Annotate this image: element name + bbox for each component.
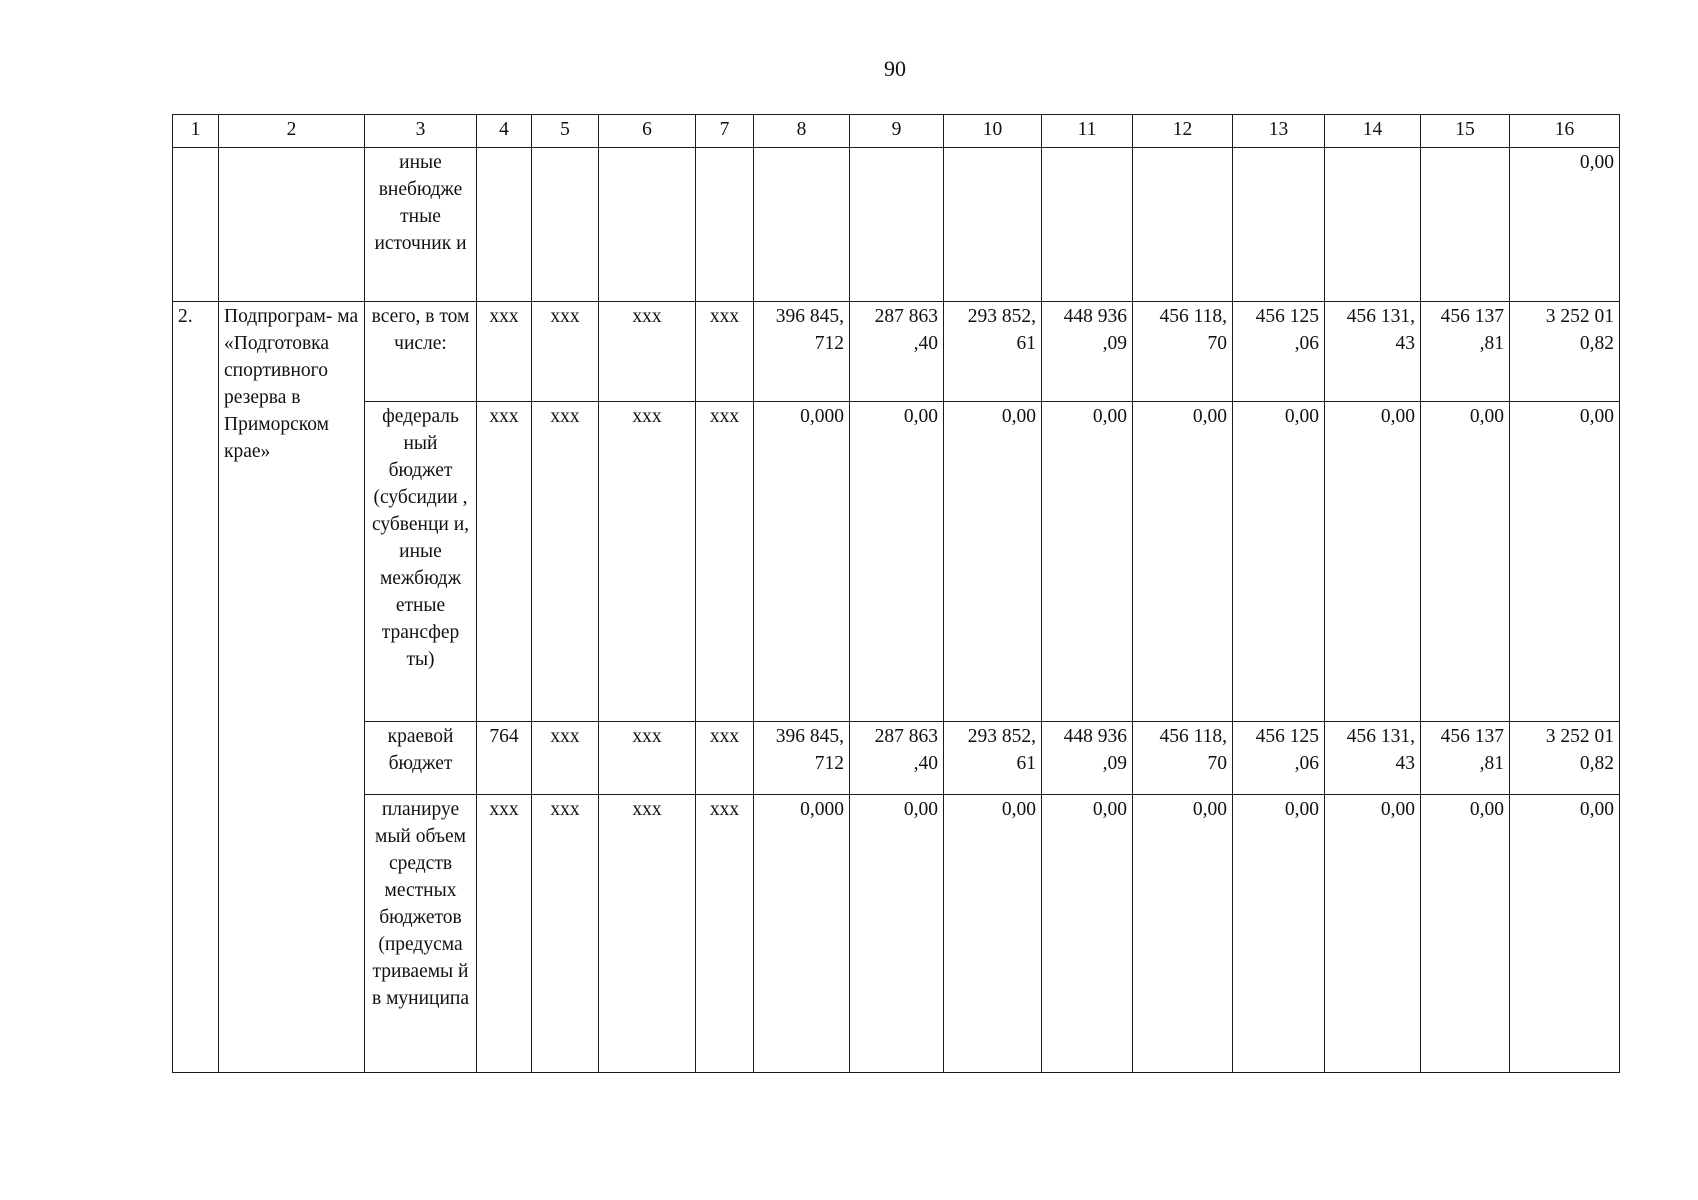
funding-source-cell: краевой бюджет xyxy=(365,722,477,795)
amount-cell: 0,000 xyxy=(754,795,850,1073)
column-header: 7 xyxy=(696,115,754,148)
amount-cell xyxy=(1421,148,1510,302)
column-header: 14 xyxy=(1325,115,1421,148)
amount-cell xyxy=(850,148,944,302)
column-header: 3 xyxy=(365,115,477,148)
code-cell: ххх xyxy=(696,302,754,402)
amount-cell xyxy=(1325,148,1421,302)
column-number-row xyxy=(173,115,1620,148)
code-cell: ххх xyxy=(696,722,754,795)
amount-cell: 456 125 ,06 xyxy=(1233,302,1325,402)
amount-cell xyxy=(1233,148,1325,302)
program-name-cell: Подпрограм- ма «Подготовка спортивного резерва в Приморском крае» xyxy=(219,302,365,1073)
code-cell: ххх xyxy=(532,795,599,1073)
column-header: 13 xyxy=(1233,115,1325,148)
funding-source-cell: федераль ный бюджет (субсидии , субвенци и, иные межбюдж етные трансфер ты) xyxy=(365,402,477,722)
amount-cell: 396 845, 712 xyxy=(754,722,850,795)
table-row xyxy=(173,402,1620,722)
amount-cell: 0,00 xyxy=(944,795,1042,1073)
column-header: 2 xyxy=(219,115,365,148)
row-number-cell: 2. xyxy=(173,302,219,1073)
column-header: 4 xyxy=(477,115,532,148)
amount-cell: 0,00 xyxy=(1421,795,1510,1073)
code-cell: ххх xyxy=(599,795,696,1073)
amount-cell: 456 137 ,81 xyxy=(1421,302,1510,402)
column-header: 8 xyxy=(754,115,850,148)
code-cell xyxy=(599,148,696,302)
amount-cell: 0,00 xyxy=(1042,402,1133,722)
amount-cell: 456 118, 70 xyxy=(1133,722,1233,795)
amount-cell xyxy=(1133,148,1233,302)
amount-cell: 0,000 xyxy=(754,402,850,722)
amount-cell: 456 118, 70 xyxy=(1133,302,1233,402)
table-row xyxy=(173,722,1620,795)
funding-source-cell: иные внебюдже тные источник и xyxy=(365,148,477,302)
amount-cell: 0,00 xyxy=(1233,402,1325,722)
amount-cell: 0,00 xyxy=(1421,402,1510,722)
column-header: 10 xyxy=(944,115,1042,148)
column-header: 9 xyxy=(850,115,944,148)
code-cell: ххх xyxy=(532,302,599,402)
amount-cell: 0,00 xyxy=(1233,795,1325,1073)
amount-cell: 456 131, 43 xyxy=(1325,302,1421,402)
amount-cell: 3 252 01 0,82 xyxy=(1510,722,1620,795)
amount-cell: 456 125 ,06 xyxy=(1233,722,1325,795)
page-number: 90 xyxy=(884,56,906,81)
amount-cell: 0,00 xyxy=(1133,795,1233,1073)
table-row xyxy=(173,795,1620,1073)
amount-cell: 0,00 xyxy=(1510,148,1620,302)
amount-cell: 456 137 ,81 xyxy=(1421,722,1510,795)
amount-cell xyxy=(1042,148,1133,302)
amount-cell: 0,00 xyxy=(944,402,1042,722)
funding-source-cell: планируе мый объем средств местных бюджетов (предусма триваемы й в муниципа xyxy=(365,795,477,1073)
table-row xyxy=(173,148,1620,302)
amount-cell: 0,00 xyxy=(1325,402,1421,722)
amount-cell: 0,00 xyxy=(1133,402,1233,722)
amount-cell: 293 852, 61 xyxy=(944,302,1042,402)
code-cell xyxy=(477,148,532,302)
column-header: 11 xyxy=(1042,115,1133,148)
program-name-cell xyxy=(219,148,365,302)
code-cell xyxy=(696,148,754,302)
amount-cell: 0,00 xyxy=(850,402,944,722)
amount-cell: 456 131, 43 xyxy=(1325,722,1421,795)
amount-cell: 448 936 ,09 xyxy=(1042,302,1133,402)
amount-cell: 448 936 ,09 xyxy=(1042,722,1133,795)
amount-cell: 0,00 xyxy=(1510,795,1620,1073)
amount-cell xyxy=(944,148,1042,302)
code-cell: ххх xyxy=(599,302,696,402)
code-cell: ххх xyxy=(532,402,599,722)
column-header: 15 xyxy=(1421,115,1510,148)
amount-cell: 0,00 xyxy=(850,795,944,1073)
column-header: 1 xyxy=(173,115,219,148)
table-row xyxy=(173,302,1620,402)
row-number-cell xyxy=(173,148,219,302)
amount-cell: 0,00 xyxy=(1042,795,1133,1073)
code-cell: ххх xyxy=(532,722,599,795)
column-header: 12 xyxy=(1133,115,1233,148)
code-cell: ххх xyxy=(696,795,754,1073)
amount-cell: 293 852, 61 xyxy=(944,722,1042,795)
code-cell: ххх xyxy=(477,302,532,402)
code-cell: ххх xyxy=(599,402,696,722)
budget-table xyxy=(172,114,1620,1073)
code-cell: ххх xyxy=(477,402,532,722)
funding-source-cell: всего, в том числе: xyxy=(365,302,477,402)
column-header: 16 xyxy=(1510,115,1620,148)
amount-cell: 396 845, 712 xyxy=(754,302,850,402)
code-cell: ххх xyxy=(696,402,754,722)
amount-cell: 3 252 01 0,82 xyxy=(1510,302,1620,402)
amount-cell: 287 863 ,40 xyxy=(850,722,944,795)
amount-cell xyxy=(754,148,850,302)
code-cell: ххх xyxy=(599,722,696,795)
column-header: 5 xyxy=(532,115,599,148)
amount-cell: 0,00 xyxy=(1325,795,1421,1073)
code-cell xyxy=(532,148,599,302)
column-header: 6 xyxy=(599,115,696,148)
code-cell: 764 xyxy=(477,722,532,795)
amount-cell: 0,00 xyxy=(1510,402,1620,722)
amount-cell: 287 863 ,40 xyxy=(850,302,944,402)
code-cell: ххх xyxy=(477,795,532,1073)
